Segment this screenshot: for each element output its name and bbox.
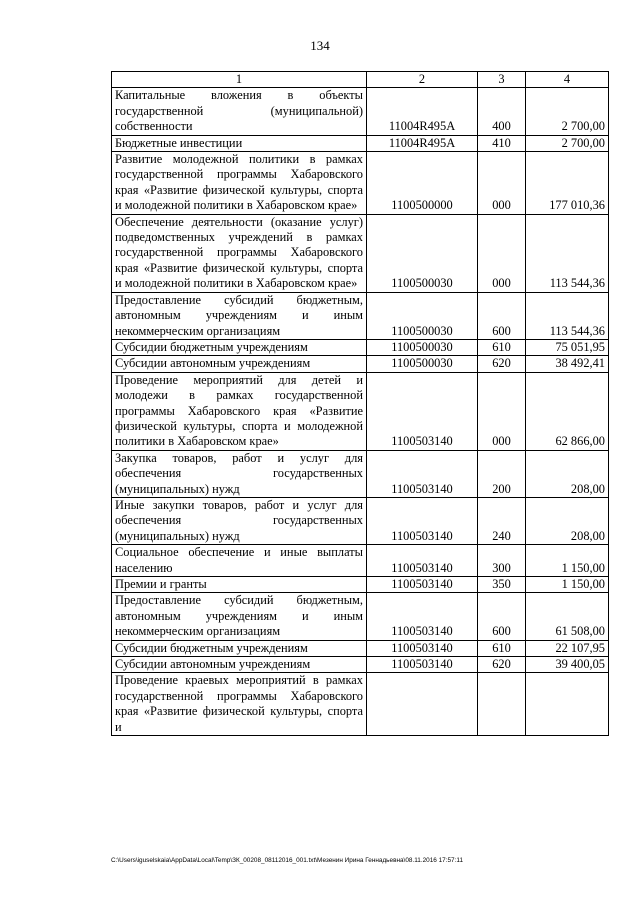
file-path-footer: C:\Users\iguselskaia\AppData\Local\Temp\ЗК_00208_08112016_001.txt\Мезенин Ирина Геннадьевна\08.11.2016 17:57:11 <box>111 857 464 864</box>
row-name-cell: Предоставление субсидий бюджетным, автономным учреждениям и иным некоммерческим организациям <box>112 292 367 339</box>
row-name-cell: Капитальные вложения в объекты государственной (муниципальной) собственности <box>112 88 367 135</box>
row-code-cell <box>367 673 478 736</box>
row-sum-cell: 38 492,41 <box>526 356 609 372</box>
row-name-cell: Проведение краевых мероприятий в рамках государственной программы Хабаровского края «Развитие физической культуры, спорта и <box>112 673 367 736</box>
row-sum-cell: 208,00 <box>526 450 609 497</box>
row-sum-cell <box>526 673 609 736</box>
row-name-cell: Развитие молодежной политики в рамках государственной программы Хабаровского края «Развитие физической культуры, спорта и молодежной политики в Хабаровском крае» <box>112 152 367 215</box>
row-sum-cell: 177 010,36 <box>526 152 609 215</box>
row-code-cell: 1100503140 <box>367 657 478 673</box>
row-code-cell: 1100503140 <box>367 450 478 497</box>
row-type-cell: 610 <box>478 640 526 656</box>
row-code-cell: 11004R495A <box>367 135 478 151</box>
row-name-cell: Субсидии бюджетным учреждениям <box>112 640 367 656</box>
table-row <box>112 292 609 339</box>
table-row <box>112 450 609 497</box>
row-name-cell: Иные закупки товаров, работ и услуг для обеспечения государственных (муниципальных) нужд <box>112 497 367 544</box>
row-sum-cell: 1 150,00 <box>526 545 609 577</box>
row-type-cell: 600 <box>478 593 526 640</box>
row-code-cell: 1100500030 <box>367 356 478 372</box>
row-name-cell: Субсидии автономным учреждениям <box>112 356 367 372</box>
table-row <box>112 577 609 593</box>
row-type-cell: 200 <box>478 450 526 497</box>
table-row <box>112 152 609 215</box>
table-row <box>112 673 609 736</box>
row-code-cell: 1100500030 <box>367 214 478 292</box>
header-col-4: 4 <box>526 72 609 88</box>
row-code-cell: 1100500030 <box>367 339 478 355</box>
table-row <box>112 593 609 640</box>
row-code-cell: 1100500000 <box>367 152 478 215</box>
row-sum-cell: 2 700,00 <box>526 135 609 151</box>
row-name-cell: Социальное обеспечение и иные выплаты населению <box>112 545 367 577</box>
header-col-3: 3 <box>478 72 526 88</box>
table-row <box>112 214 609 292</box>
row-sum-cell: 113 544,36 <box>526 214 609 292</box>
row-type-cell: 240 <box>478 497 526 544</box>
row-code-cell: 1100500030 <box>367 292 478 339</box>
table-row <box>112 640 609 656</box>
table-row <box>112 545 609 577</box>
table-header-row <box>112 72 609 88</box>
row-sum-cell: 22 107,95 <box>526 640 609 656</box>
row-type-cell: 000 <box>478 372 526 450</box>
header-col-1: 1 <box>112 72 367 88</box>
row-sum-cell: 61 508,00 <box>526 593 609 640</box>
table-row <box>112 135 609 151</box>
row-name-cell: Субсидии автономным учреждениям <box>112 657 367 673</box>
row-sum-cell: 113 544,36 <box>526 292 609 339</box>
table-row <box>112 497 609 544</box>
budget-table <box>111 71 609 736</box>
row-name-cell: Премии и гранты <box>112 577 367 593</box>
row-code-cell: 1100503140 <box>367 640 478 656</box>
row-code-cell: 1100503140 <box>367 372 478 450</box>
row-name-cell: Закупка товаров, работ и услуг для обеспечения государственных (муниципальных) нужд <box>112 450 367 497</box>
row-sum-cell: 62 866,00 <box>526 372 609 450</box>
row-type-cell: 300 <box>478 545 526 577</box>
row-type-cell: 600 <box>478 292 526 339</box>
row-type-cell: 000 <box>478 152 526 215</box>
table-row <box>112 88 609 135</box>
row-sum-cell: 2 700,00 <box>526 88 609 135</box>
row-type-cell: 400 <box>478 88 526 135</box>
row-code-cell: 1100503140 <box>367 593 478 640</box>
row-name-cell: Обеспечение деятельности (оказание услуг) подведомственных учреждений в рамках государственной программы Хабаровского края «Развитие физической культуры, спорта и молодежной политики в Хабаровском крае» <box>112 214 367 292</box>
row-type-cell: 000 <box>478 214 526 292</box>
header-col-2: 2 <box>367 72 478 88</box>
table-row <box>112 372 609 450</box>
row-code-cell: 1100503140 <box>367 497 478 544</box>
row-type-cell: 620 <box>478 356 526 372</box>
row-name-cell: Бюджетные инвестиции <box>112 135 367 151</box>
row-name-cell: Предоставление субсидий бюджетным, автономным учреждениям и иным некоммерческим организациям <box>112 593 367 640</box>
row-type-cell: 410 <box>478 135 526 151</box>
table-row <box>112 339 609 355</box>
row-sum-cell: 39 400,05 <box>526 657 609 673</box>
table-row <box>112 356 609 372</box>
row-code-cell: 1100503140 <box>367 577 478 593</box>
row-name-cell: Проведение мероприятий для детей и молодежи в рамках государственной программы Хабаровского края «Развитие физической культуры, спорта и молодежной политики в Хабаровском крае» <box>112 372 367 450</box>
row-code-cell: 11004R495A <box>367 88 478 135</box>
row-type-cell: 620 <box>478 657 526 673</box>
page-number: 134 <box>310 38 330 53</box>
row-sum-cell: 208,00 <box>526 497 609 544</box>
row-name-cell: Субсидии бюджетным учреждениям <box>112 339 367 355</box>
row-type-cell: 350 <box>478 577 526 593</box>
row-sum-cell: 1 150,00 <box>526 577 609 593</box>
table-row <box>112 657 609 673</box>
row-sum-cell: 75 051,95 <box>526 339 609 355</box>
row-code-cell: 1100503140 <box>367 545 478 577</box>
row-type-cell: 610 <box>478 339 526 355</box>
row-type-cell <box>478 673 526 736</box>
